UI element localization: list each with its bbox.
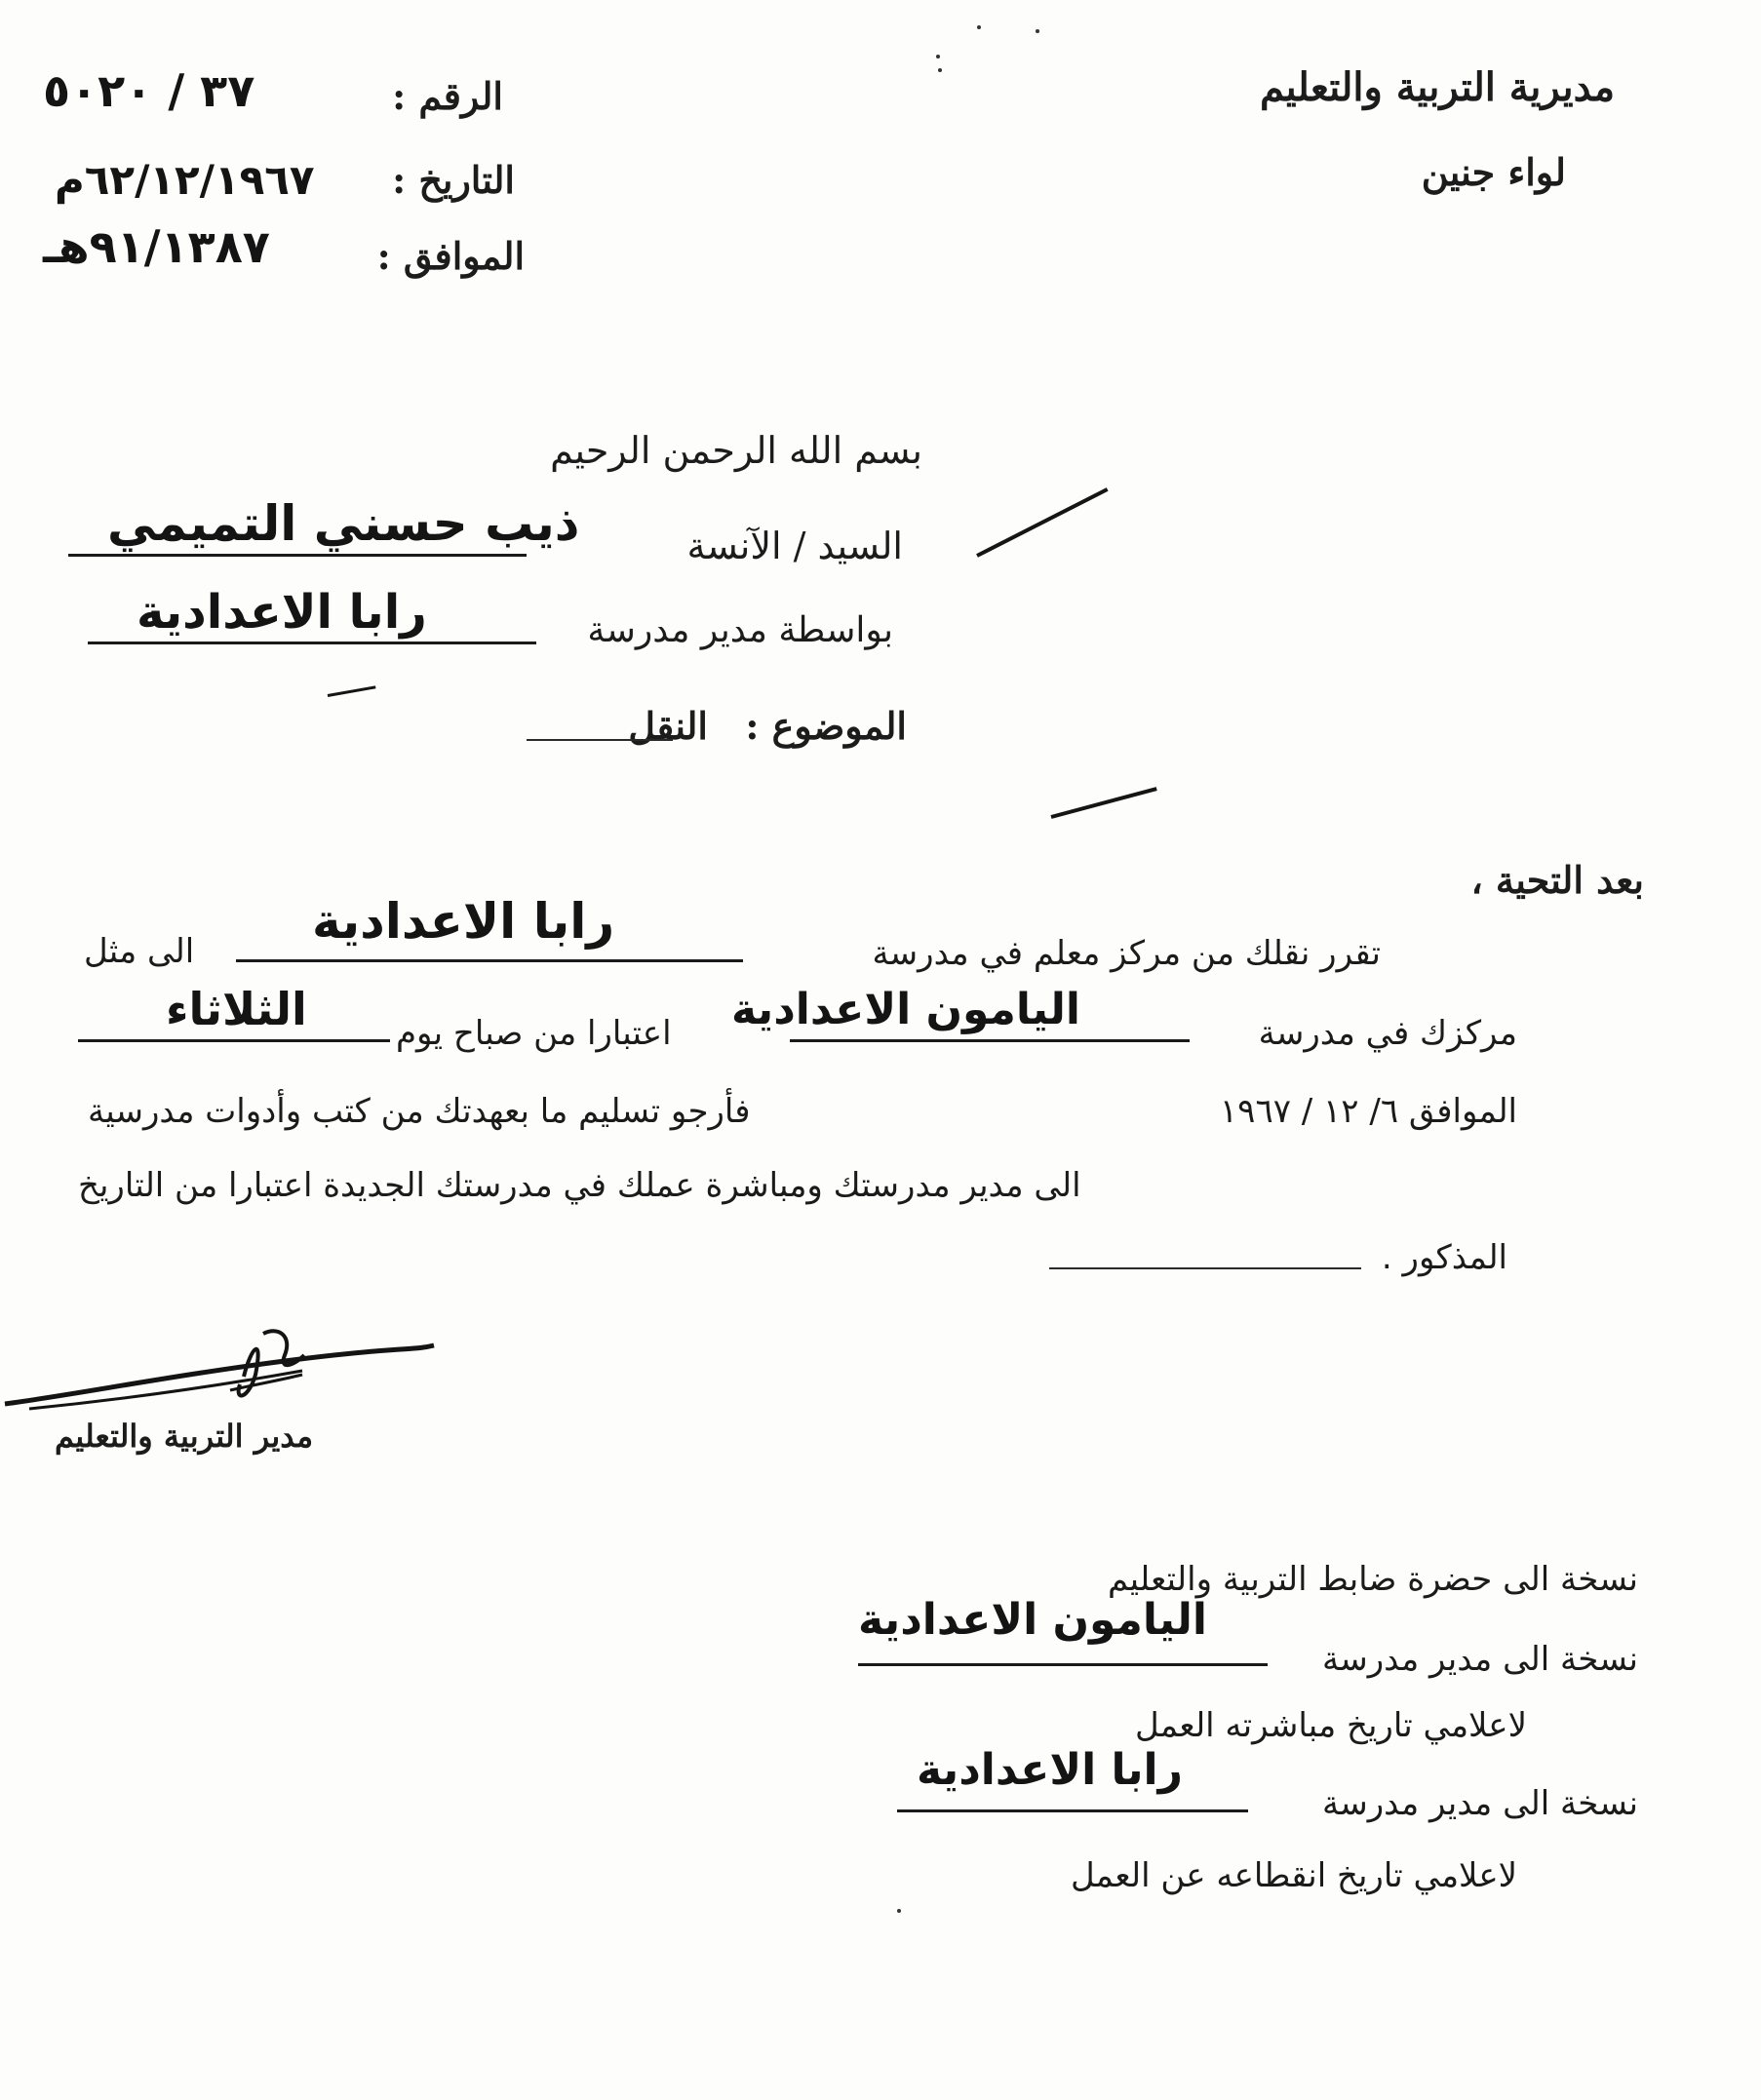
hijri-value: ٩١/١٣٨٧هـ [43, 220, 270, 273]
greeting: بعد التحية ، [1470, 858, 1644, 902]
date-label: التاريخ : [392, 158, 515, 202]
copy2-note: لاعلامي تاريخ مباشرته العمل [1135, 1706, 1527, 1745]
subject-tatweel [527, 739, 673, 741]
copy3-fill-line [897, 1809, 1248, 1812]
copy3-label: نسخة الى مدير مدرسة [1321, 1784, 1638, 1823]
body-line1-fill [236, 959, 743, 962]
ink-speck [938, 68, 942, 72]
body-line5-tatweel [1049, 1267, 1361, 1269]
basmala: بسم الله الرحمن الرحيم [550, 429, 922, 472]
body-line2-fill-day [78, 1039, 390, 1042]
body-line5: المذكور . [1381, 1238, 1507, 1277]
copy2-fill-line [858, 1663, 1268, 1666]
pen-stroke [1050, 787, 1156, 819]
ref-label: الرقم : [392, 74, 503, 118]
date-value: ٦٢/١٢/١٩٦٧م [55, 156, 315, 204]
ink-speck [1036, 29, 1039, 33]
ink-speck [897, 1909, 901, 1913]
recipient-label: السيد / الآنسة [686, 525, 903, 567]
recipient-fill-line [68, 554, 527, 557]
via-label: بواسطة مدير مدرسة [587, 610, 893, 650]
copy3-school: رابا الاعدادية [917, 1745, 1183, 1795]
ink-speck [936, 55, 940, 58]
copy2-label: نسخة الى مدير مدرسة [1321, 1640, 1638, 1679]
body-line2-middle: اعتبارا من صباح يوم [396, 1014, 672, 1053]
pen-stroke [976, 487, 1108, 558]
directorate-title: مديرية التربية والتعليم [1259, 64, 1615, 110]
body-line2-school: اليامون الاعدادية [731, 985, 1080, 1034]
body-line1-school: رابا الاعدادية [312, 893, 615, 950]
copy1: نسخة الى حضرة ضابط التربية والتعليم [1108, 1560, 1638, 1599]
body-line1-start: تقرر نقلك من مركز معلم في مدرسة [872, 934, 1381, 973]
copy2-school: اليامون الاعدادية [858, 1595, 1207, 1645]
copy3-note: لاعلامي تاريخ انقطاعه عن العمل [1070, 1856, 1517, 1895]
subject-label: الموضوع : [745, 704, 907, 748]
hijri-label: الموافق : [376, 234, 525, 278]
body-line2-fill-school [790, 1039, 1190, 1042]
body-line2-start: مركزك في مدرسة [1258, 1014, 1517, 1053]
ink-speck [977, 25, 981, 29]
district-name: لواء جنين [1421, 150, 1566, 194]
subject-value: النقل [628, 704, 708, 748]
body-line2-day: الثلاثاء [166, 983, 307, 1035]
body-line4: الى مدير مدرستك ومباشرة عملك في مدرستك الجديدة اعتبارا من التاريخ [78, 1166, 1081, 1205]
body-line3-date: الموافق ٦/ ١٢ / ١٩٦٧ [1219, 1092, 1517, 1131]
signatory-title: مدير التربية والتعليم [55, 1418, 314, 1455]
via-school: رابا الاعدادية [137, 585, 427, 640]
via-fill-line [88, 642, 536, 644]
handwritten-signature [0, 1316, 449, 1423]
body-line1-end: الى مثل [84, 932, 195, 971]
ref-number: ٣٧ / ٥٠٢٠ [43, 64, 255, 117]
recipient-name: ذيب حسني التميمي [107, 495, 580, 552]
pen-stroke [328, 685, 376, 697]
body-line3-text: فأرجو تسليم ما بعهدتك من كتب وأدوات مدرسية [88, 1092, 751, 1131]
